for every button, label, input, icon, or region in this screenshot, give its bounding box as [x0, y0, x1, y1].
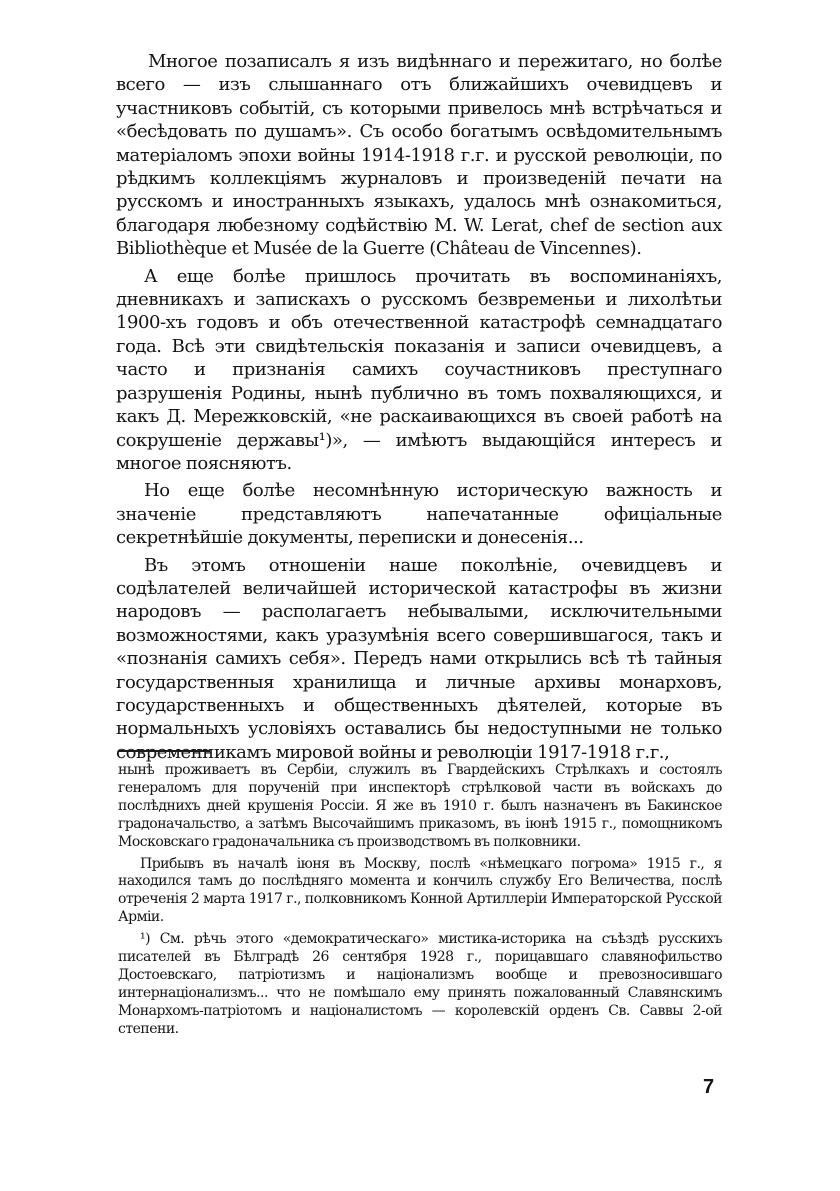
- footnote-continuation-2: Прибывъ въ началѣ іюня въ Москву, послѣ «нѣмецкаго погрома» 1915 г., я находился тамъ до послѣдняго момента и кончилъ службу Его Величества, послѣ отреченія 2 марта 1917 г., полковникомъ Конной Артиллеріи Императорской Русской Арміи.: [118, 855, 722, 926]
- main-text: [116, 50, 722, 764]
- paragraph-1: Многое позаписалъ я изъ видѣннаго и пережитаго, но болѣе всего — изъ слышаннаго отъ ближайшихъ очевидцевъ и участниковъ событій, съ которыми привелось мнѣ встрѣчаться и «бесѣдовать по душамъ». Съ особо богатымъ освѣдомительнымъ матеріаломъ эпохи войны 1914-1918 г.г. и русской революціи, по рѣдкимъ коллекціямъ журналовъ и произведеній печати на русскомъ и иностранныхъ языкахъ, удалось мнѣ ознакомиться, благодаря любезному содѣйствію M. W. Lerat, chef de section aux Bibliothèque et Musée de la Guerre (Château de Vincennes).: [116, 51, 722, 260]
- paragraph-4: Въ этомъ отношеніи наше поколѣніе, очевидцевъ и содѣлателей величайшей исторической катастрофы въ жизни народовъ — располагаетъ небывалыми, исключительными возможностями, какъ уразумѣнія всего совершившагося, такъ и «познанія самихъ себя». Передъ нами открылись всѣ тѣ тайныя государственныя хранилища и личные архивы монарховъ, государственныхъ и общественныхъ дѣятелей, которые въ нормальныхъ условіяхъ оставались бы недоступными не только современникамъ мировой войны и революціи 1917-1918 г.г.,: [116, 554, 722, 763]
- page-number: 7: [703, 1076, 715, 1098]
- footnotes: [118, 762, 722, 1039]
- footnote-separator: [118, 750, 210, 752]
- footnote-1: ¹) См. рѣчь этого «демократическаго» мистика-историка на съѣздѣ русскихъ писателей въ Бѣлградѣ 26 сентября 1928 г., порицавшаго славянофильство Достоевскаго, патріотизмъ и націонализмъ вообще и превозносившаго интернаціонализмъ... что не помѣшало ему принять пожалованный Славянскимъ Монархомъ-патріотомъ и націоналистомъ — королевскій орденъ Св. Саввы 2-ой степени.: [118, 931, 722, 1037]
- footnote-continuation: нынѣ проживаетъ въ Сербіи, служилъ въ Гвардейскихъ Стрѣлкахъ и состоялъ генераломъ для порученій при инспекторѣ стрѣлковой части въ войскахъ до послѣднихъ дней крушенія Россіи. Я же въ 1910 г. былъ назначенъ въ Бакинское градоначальство, а затѣмъ Высочайшимъ приказомъ, въ іюнѣ 1915 г., помощникомъ Московскаго градоначальника съ производствомъ въ полковники.: [118, 762, 722, 850]
- paragraph-3: Но еще болѣе несомнѣнную историческую важность и значеніе представляютъ напечатанные офиціальные секретнѣйшіе документы, переписки и донесенія...: [116, 480, 722, 549]
- paragraph-2: А еще болѣе пришлось прочитать въ воспоминаніяхъ, дневникахъ и запискахъ о русскомъ безвременьи и лихолѣтьи 1900-хъ годовъ и объ отечественной катастрофѣ семнадцатаго года. Всѣ эти свидѣтельскія показанія и записи очевидцевъ, а часто и признанія самихъ соучастниковъ преступнаго разрушенія Родины, нынѣ публично въ томъ похваляющихся, и какъ Д. Мережковскій, «не раскаивающихся въ своей работѣ на сокрушеніе державы¹)», — имѣютъ выдающійся интересъ и многое поясняютъ.: [116, 265, 722, 474]
